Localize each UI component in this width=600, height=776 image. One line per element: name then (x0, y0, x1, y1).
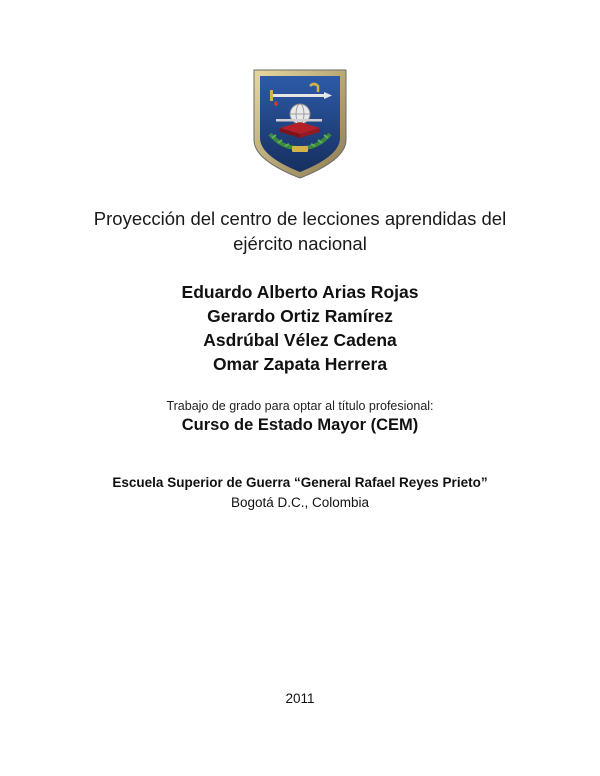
document-title (60, 206, 540, 256)
author-name: Eduardo Alberto Arias Rojas (181, 282, 419, 302)
degree-name: Curso de Estado Mayor (CEM) (181, 416, 419, 434)
publication-year: 2011 (285, 691, 315, 706)
degree-intro: Trabajo de grado para optar al título profesional: (166, 399, 434, 413)
authors-list (60, 280, 540, 376)
author-name: Gerardo Ortiz Ramírez (207, 306, 393, 326)
institution-name: Escuela Superior de Guerra “General Rafael Reyes Prieto” (112, 475, 488, 490)
military-school-crest-icon (252, 68, 348, 180)
title-line-2: ejército nacional (233, 233, 367, 254)
title-line-1: Proyección del centro de lecciones aprendidas del (93, 208, 507, 229)
author-name: Omar Zapata Herrera (212, 354, 388, 374)
author-name: Asdrúbal Vélez Cadena (203, 330, 397, 350)
institution-location: Bogotá D.C., Colombia (230, 495, 370, 510)
